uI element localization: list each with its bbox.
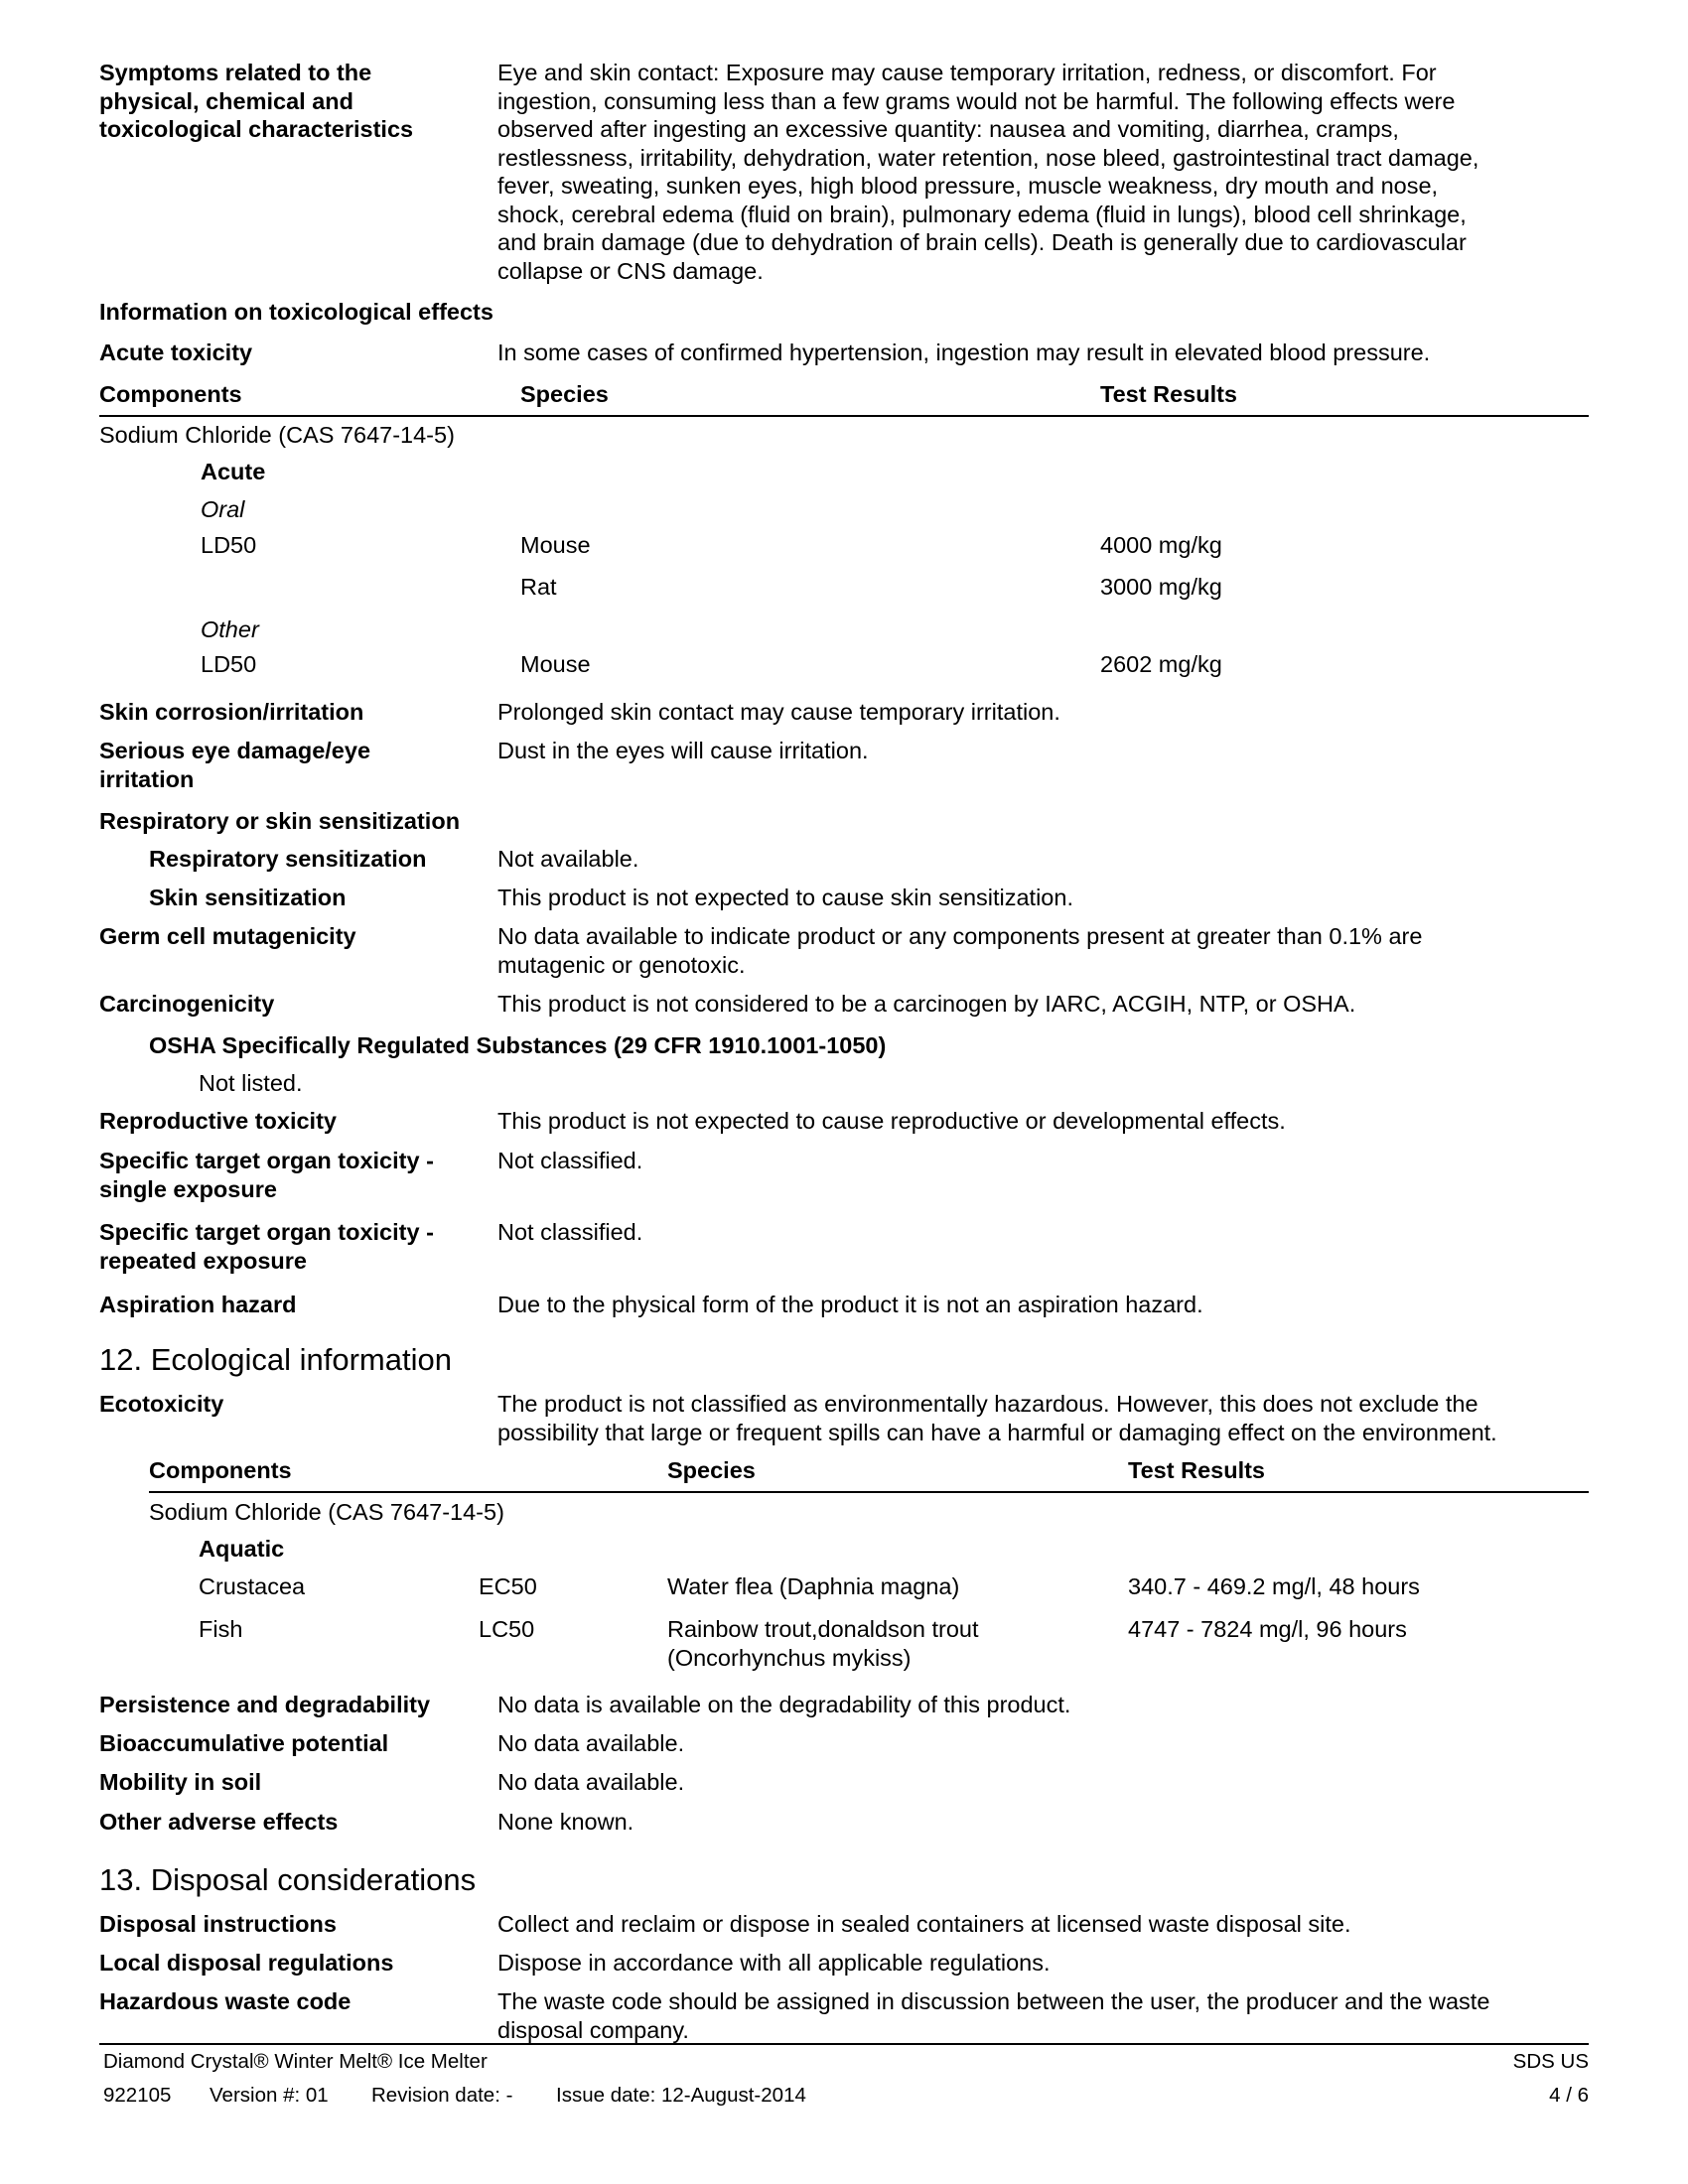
tox-row-1-test: LD50 bbox=[201, 532, 257, 558]
tox-row-3-species: Mouse bbox=[520, 651, 591, 677]
eco-table-header-species: Species bbox=[667, 1457, 756, 1483]
eco-row-2-species: Rainbow trout,donaldson trout (Oncorhynchus mykiss) bbox=[667, 1616, 979, 1671]
stot-repeated-text: Not classified. bbox=[497, 1219, 643, 1245]
symptoms-label: Symptoms related to the physical, chemical and toxicological characteristics bbox=[99, 60, 414, 142]
hazardous-waste-text: The waste code should be assigned in discussion between the user, the producer and the waste disposal company. bbox=[497, 1988, 1490, 2043]
eco-table-header-results: Test Results bbox=[1128, 1457, 1265, 1483]
acute-toxicity-text: In some cases of confirmed hypertension, ingestion may result in elevated blood pressure. bbox=[497, 340, 1431, 365]
ecotoxicity-text: The product is not classified as environmentally hazardous. However, this does not exclude the possibility that large or frequent spills can have a harmful or damaging effect on the environment. bbox=[497, 1391, 1497, 1445]
tox-row-1-species: Mouse bbox=[520, 532, 591, 558]
tox-row-3-test: LD50 bbox=[201, 651, 257, 677]
eco-row-2-test: LC50 bbox=[479, 1616, 535, 1642]
osha-heading: OSHA Specifically Regulated Substances (29 CFR 1910.1001-1050) bbox=[149, 1032, 887, 1058]
stot-single-label: Specific target organ toxicity - single exposure bbox=[99, 1148, 434, 1202]
footer-version: Version #: 01 bbox=[210, 2084, 329, 2107]
footer-page: 4 / 6 bbox=[1549, 2084, 1589, 2107]
tox-table-rule bbox=[99, 415, 1589, 417]
section-13-title: 13. Disposal considerations bbox=[99, 1862, 477, 1897]
carcinogenicity-text: This product is not considered to be a carcinogen by IARC, ACGIH, NTP, or OSHA. bbox=[497, 991, 1356, 1017]
footer-doc-type: SDS US bbox=[1512, 2050, 1589, 2073]
skin-sensitization-text: This product is not expected to cause skin sensitization. bbox=[497, 885, 1073, 910]
tox-info-heading: Information on toxicological effects bbox=[99, 299, 493, 325]
section-12-title: 12. Ecological information bbox=[99, 1342, 452, 1377]
eco-row-2-result: 4747 - 7824 mg/l, 96 hours bbox=[1128, 1616, 1407, 1642]
bioaccumulative-label: Bioaccumulative potential bbox=[99, 1730, 389, 1756]
stot-single-text: Not classified. bbox=[497, 1148, 643, 1173]
carcinogenicity-label: Carcinogenicity bbox=[99, 991, 275, 1017]
eco-table-rule bbox=[149, 1491, 1589, 1493]
symptoms-text: Eye and skin contact: Exposure may cause temporary irritation, redness, or discomfort. For ingestion, consuming less than a few grams would not be harmful. The following effects were observed after ingesting an excessive quantity: nausea and vomiting, diarrhea, cramps, restlessness, irritability, dehydration, water retention, nose bleed, gastrointestinal tract damage, fever, sweating, sunken eyes, high blood pressure, muscle weakness, dry mouth and nose, shock, cerebral edema (fluid on brain), pulmonary edema (fluid in lungs), blood cell shrinkage, and brain damage (due to dehydration of brain cells). Death is generally due to cardiovascular collapse or CNS damage. bbox=[497, 60, 1479, 284]
tox-table-header-results: Test Results bbox=[1100, 381, 1237, 407]
eye-damage-text: Dust in the eyes will cause irritation. bbox=[497, 738, 869, 763]
local-disposal-label: Local disposal regulations bbox=[99, 1950, 394, 1976]
osha-text: Not listed. bbox=[199, 1070, 303, 1096]
tox-table-header-components: Components bbox=[99, 381, 242, 407]
mobility-label: Mobility in soil bbox=[99, 1769, 262, 1795]
persistence-text: No data is available on the degradability of this product. bbox=[497, 1692, 1071, 1717]
skin-corrosion-label: Skin corrosion/irritation bbox=[99, 699, 364, 725]
eco-row-1-result: 340.7 - 469.2 mg/l, 48 hours bbox=[1128, 1573, 1420, 1599]
acute-toxicity-label: Acute toxicity bbox=[99, 340, 253, 365]
aspiration-label: Aspiration hazard bbox=[99, 1292, 297, 1317]
persistence-label: Persistence and degradability bbox=[99, 1692, 431, 1717]
other-adverse-text: None known. bbox=[497, 1809, 634, 1835]
sensitization-heading: Respiratory or skin sensitization bbox=[99, 808, 461, 834]
eye-damage-label: Serious eye damage/eye irritation bbox=[99, 738, 371, 792]
skin-corrosion-text: Prolonged skin contact may cause temporary irritation. bbox=[497, 699, 1060, 725]
eco-row-1-test: EC50 bbox=[479, 1573, 537, 1599]
eco-row-1-group: Crustacea bbox=[199, 1573, 306, 1599]
footer-revision: Revision date: - bbox=[371, 2084, 513, 2107]
footer-issue: Issue date: 12-August-2014 bbox=[556, 2084, 806, 2107]
stot-repeated-label: Specific target organ toxicity - repeated exposure bbox=[99, 1219, 434, 1274]
tox-table-oral: Oral bbox=[201, 496, 245, 522]
tox-table-header-species: Species bbox=[520, 381, 609, 407]
tox-table-component: Sodium Chloride (CAS 7647-14-5) bbox=[99, 422, 455, 448]
germ-cell-label: Germ cell mutagenicity bbox=[99, 923, 356, 949]
footer-rule bbox=[99, 2043, 1589, 2045]
eco-row-2-group: Fish bbox=[199, 1616, 243, 1642]
bioaccumulative-text: No data available. bbox=[497, 1730, 685, 1756]
hazardous-waste-label: Hazardous waste code bbox=[99, 1988, 352, 2014]
footer-doc-number: 922105 bbox=[103, 2084, 172, 2107]
aspiration-text: Due to the physical form of the product it is not an aspiration hazard. bbox=[497, 1292, 1203, 1317]
eco-table-header-components: Components bbox=[149, 1457, 292, 1483]
tox-row-2-result: 3000 mg/kg bbox=[1100, 574, 1222, 600]
resp-sensitization-text: Not available. bbox=[497, 846, 639, 872]
reproductive-label: Reproductive toxicity bbox=[99, 1108, 337, 1134]
other-adverse-label: Other adverse effects bbox=[99, 1809, 339, 1835]
footer-product: Diamond Crystal® Winter Melt® Ice Melter bbox=[103, 2050, 488, 2073]
ecotoxicity-label: Ecotoxicity bbox=[99, 1391, 224, 1417]
tox-table-acute: Acute bbox=[201, 459, 266, 484]
tox-row-2-species: Rat bbox=[520, 574, 557, 600]
tox-row-1-result: 4000 mg/kg bbox=[1100, 532, 1222, 558]
disposal-instructions-label: Disposal instructions bbox=[99, 1911, 337, 1937]
reproductive-text: This product is not expected to cause reproductive or developmental effects. bbox=[497, 1108, 1286, 1134]
germ-cell-text: No data available to indicate product or any components present at greater than 0.1% are mutagenic or genotoxic. bbox=[497, 923, 1423, 978]
tox-row-3-result: 2602 mg/kg bbox=[1100, 651, 1222, 677]
eco-row-1-species: Water flea (Daphnia magna) bbox=[667, 1573, 960, 1599]
eco-table-component: Sodium Chloride (CAS 7647-14-5) bbox=[149, 1499, 504, 1525]
resp-sensitization-label: Respiratory sensitization bbox=[149, 846, 427, 872]
skin-sensitization-label: Skin sensitization bbox=[149, 885, 347, 910]
local-disposal-text: Dispose in accordance with all applicable regulations. bbox=[497, 1950, 1051, 1976]
tox-table-other: Other bbox=[201, 616, 259, 642]
eco-table-aquatic: Aquatic bbox=[199, 1536, 285, 1562]
mobility-text: No data available. bbox=[497, 1769, 685, 1795]
disposal-instructions-text: Collect and reclaim or dispose in sealed containers at licensed waste disposal site. bbox=[497, 1911, 1351, 1937]
